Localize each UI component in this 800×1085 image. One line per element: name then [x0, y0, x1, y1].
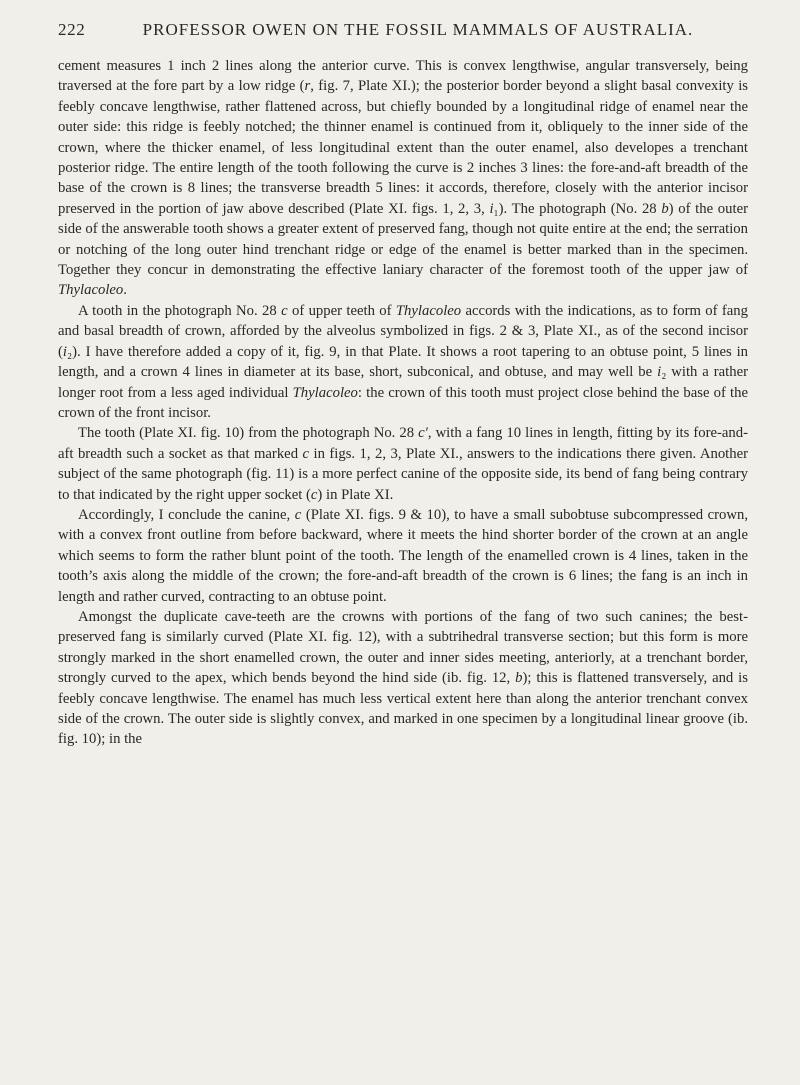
text-segment: ₂ with a rather longer root from a less aged individual	[58, 364, 749, 401]
text-segment: ) of the outer side of the answerable tooth shows a greater extent of preserved fang, though not quite entire at the end; the serration or notching of the long outer hind trenchant ridge or edge of the enamel is better marked than in the specimen. Together they concur in demonstrating the effective laniary character of the foremost tooth of the upper jaw of	[58, 200, 748, 279]
italic-text: i	[657, 364, 662, 381]
italic-text: i	[62, 343, 67, 360]
running-head	[58, 20, 748, 40]
text-segment: accords with the indications, as to form of fang and basal breadth of crown, afforded by the alveolus symbolized in figs. 2 & 3, Plate XI., as of the second incisor (	[58, 302, 748, 360]
text-segment: The tooth (Plate XI. fig. 10) from the photograph No. 28	[78, 425, 419, 442]
italic-text: b	[515, 670, 523, 687]
paragraph	[58, 505, 748, 607]
text-segment: : the crown of this tooth must project close behind the base of the crown of the front incisor.	[58, 384, 748, 421]
italic-text: Thylacoleo	[395, 302, 462, 319]
italic-text: i	[489, 200, 494, 217]
paragraph	[58, 301, 748, 423]
page-number: 222	[58, 20, 86, 39]
italic-text: c	[302, 445, 310, 462]
running-title: PROFESSOR OWEN ON THE FOSSIL MAMMALS OF AUSTRALIA.	[142, 20, 694, 39]
text-segment: of upper teeth of	[287, 302, 396, 319]
italic-text: Thylacoleo	[292, 384, 358, 401]
italic-text: c	[281, 302, 288, 319]
text-segment: ₁). The photograph (No. 28	[493, 200, 662, 217]
italic-text: c	[310, 486, 318, 503]
italic-text: b	[661, 200, 669, 217]
italic-text: Thylacoleo	[58, 282, 124, 299]
italic-text: r	[304, 78, 311, 95]
italic-text: c′	[418, 425, 428, 442]
text-segment: (Plate XI. figs. 9 & 10), to have a small subobtuse subcompressed crown, with a convex front outline from before backward, where it meets the hind shorter border of the crown at an angle which seems to form the rather blunt point of the tooth. The length of the enamelled crown is 4 lines, taken in the tooth’s axis along the middle of the crown; the fore-and-aft breadth of the crown is 6 lines; the fang is an inch in length and rather curved, contracting to an obtuse point.	[58, 506, 748, 605]
paragraph	[58, 423, 748, 505]
paragraph	[58, 607, 748, 750]
text-segment: Accordingly, I conclude the canine,	[78, 506, 295, 523]
body-text	[58, 56, 748, 750]
text-segment: .	[123, 282, 127, 299]
paragraph	[58, 56, 748, 301]
text-segment: A tooth in the photograph No. 28	[78, 302, 282, 319]
text-segment: ) in Plate XI.	[317, 486, 394, 503]
text-segment: ₂). I have therefore added a copy of it, fig. 9, in that Plate. It shows a root tapering to an obtuse point, 5 lines in length, and a crown 4 lines in diameter at its base, short, subconical, and obtuse, and may well be	[58, 343, 748, 381]
text-segment: in figs. 1, 2, 3, Plate XI., answers to the indications there given. Another subject of the same photograph (fig. 11) is a more perfect canine of the opposite side, its bend of fang being contrary to that indicated by the right upper socket (	[58, 445, 748, 503]
text-segment: , with a fang 10 lines in length, fitting by its fore-and-aft breadth such a socket as that marked	[58, 425, 748, 462]
text-segment: Amongst the duplicate cave-teeth are the crowns with portions of the fang of two such canines; the best-preserved fang is similarly curved (Plate XI. fig. 12), with a subtrihedral transverse section; but this form is more strongly marked in the short enamelled crown, the outer and inner sides meeting, anteriorly, at a trenchant border, strongly curved to the apex, which bends beyond the hind side (ib. fig. 12,	[58, 608, 748, 687]
text-segment: ); this is flattened transversely, and is feebly concave lengthwise. The enamel has much less vertical extent here than along the anterior trenchant convex side of the crown. The outer side is slightly convex, and marked in one specimen by a longitudinal linear groove (ib. fig. 10); in the	[58, 670, 748, 748]
text-segment: , fig. 7, Plate XI.); the posterior border beyond a slight basal convexity is feebly concave lengthwise, rather flattened across, but chiefly bounded by a longitudinal ridge of enamel near the outer side: this ridge is feebly notched; the thinner enamel is continued from it, obliquely to the inner side of the crown, where the thicker enamel, of less longitudinal extent than the outer enamel, also developes a trenchant posterior ridge. The entire length of the tooth following the curve is 2 inches 3 lines: the fore-and-aft breadth of the base of the crown is 8 lines; the transverse breadth 5 lines: it accords, therefore, closely with the anterior incisor preserved in the portion of jaw above described (Plate XI. figs. 1, 2, 3,	[58, 78, 749, 217]
italic-text: c	[294, 506, 302, 523]
text-segment: cement measures 1 inch 2 lines along the anterior curve. This is convex lengthwise, angular transversely, being traversed at the fore part by a low ridge (	[58, 58, 748, 95]
